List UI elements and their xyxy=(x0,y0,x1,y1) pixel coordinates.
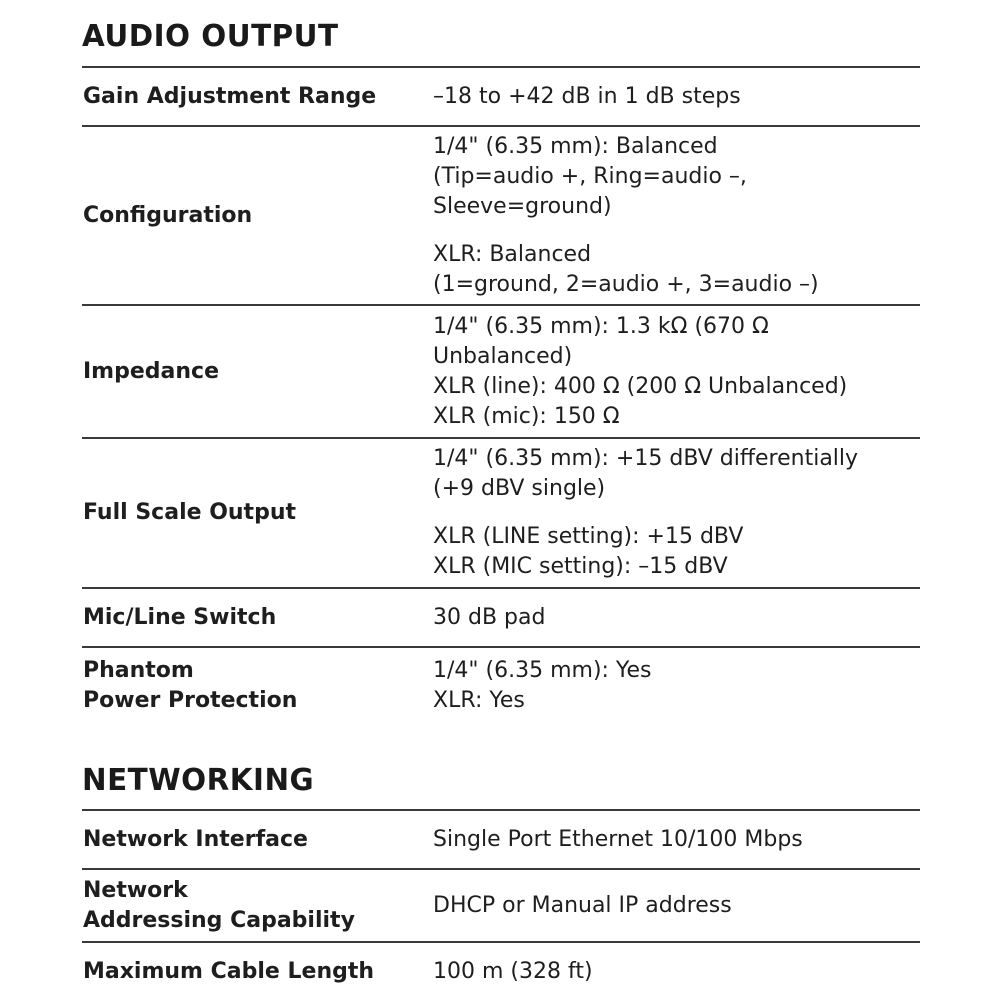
spec-row-mic-line-switch xyxy=(82,589,920,648)
spec-row-configuration xyxy=(82,127,920,306)
spec-value: 1/4" (6.35 mm): Yes XLR: Yes xyxy=(433,658,652,713)
spec-row-full-scale-output xyxy=(82,439,920,589)
section-title-audio-output: AUDIO OUTPUT xyxy=(82,19,339,54)
spec-value: 100 m (328 ft) xyxy=(433,959,593,984)
spec-label: Network Interface xyxy=(83,826,308,852)
spec-value: DHCP or Manual IP address xyxy=(433,892,732,918)
section-title-networking: NETWORKING xyxy=(82,763,315,798)
spec-label: Impedance xyxy=(83,358,219,384)
spec-value: 1/4" (6.35 mm): 1.3 kΩ (670 Ω Unbalanced) XLR (line): 400 Ω (200 Ω Unbalanced) XLR (mic): 150 Ω xyxy=(433,313,848,429)
networking-section xyxy=(82,763,920,1000)
spec-label: Full Scale Output xyxy=(83,500,296,525)
spec-value: Single Port Ethernet 10/100 Mbps xyxy=(433,826,803,852)
spec-value: 1/4" (6.35 mm): Balanced (Tip=audio +, Ring=audio –, Sleeve=ground) XLR: Balanced (1=ground, 2=audio +, 3=audio –) xyxy=(433,133,819,297)
spec-row-phantom-power-protection xyxy=(82,648,920,724)
audio-output-section xyxy=(82,19,920,724)
spec-value: 30 dB pad xyxy=(433,604,546,630)
spec-row-maximum-cable-length xyxy=(82,943,920,1000)
spec-label: Gain Adjustment Range xyxy=(83,83,377,109)
spec-label: Phantom Power Protection xyxy=(83,658,298,713)
spec-row-network-addressing-capability xyxy=(82,870,920,943)
spec-row-gain-adjustment-range xyxy=(82,68,920,127)
spec-label: Configuration xyxy=(83,202,253,228)
spec-label: Mic/Line Switch xyxy=(83,604,277,630)
spec-value: 1/4" (6.35 mm): +15 dBV differentially (+9 dBV single) XLR (LINE setting): +15 dBV XLR (MIC setting): –15 dBV xyxy=(433,446,859,579)
spec-row-impedance xyxy=(82,306,920,439)
spec-value: –18 to +42 dB in 1 dB steps xyxy=(433,83,741,109)
spec-row-network-interface xyxy=(82,811,920,870)
spec-label: Network Addressing Capability xyxy=(83,877,355,933)
spec-label: Maximum Cable Length xyxy=(83,959,375,984)
